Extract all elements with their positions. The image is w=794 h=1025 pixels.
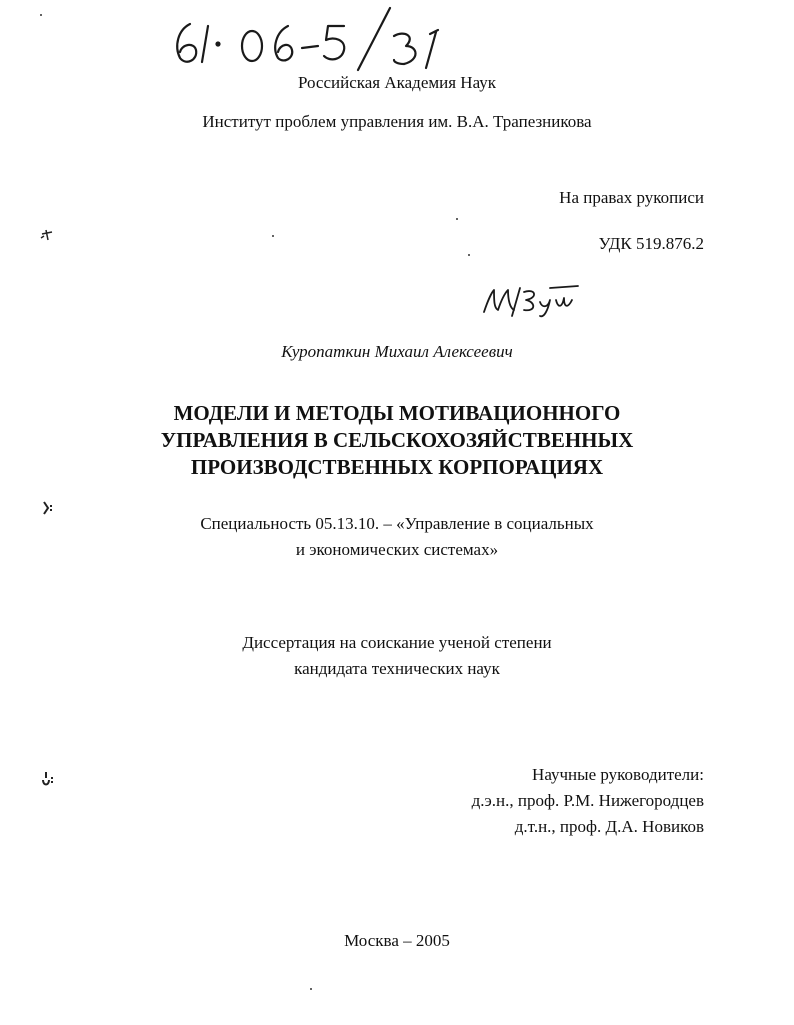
scan-speck	[468, 254, 470, 256]
institute-name: Институт проблем управления им. В.А. Трапезникова	[202, 112, 592, 131]
handwritten-archive-number	[168, 2, 468, 72]
advisor-entry: д.э.н., проф. Р.М. Нижегородцев	[471, 791, 704, 810]
degree-line: кандидата технических наук	[294, 659, 500, 678]
author-signature	[478, 280, 588, 320]
scan-speck	[40, 14, 42, 16]
degree-block	[0, 632, 794, 680]
advisor-entry: д.т.н., проф. Д.А. Новиков	[514, 817, 704, 836]
academy-name: Российская Академия Наук	[297, 73, 497, 92]
place-and-year: Москва – 2005	[344, 931, 450, 950]
advisors-block	[472, 764, 704, 838]
specialty-line: и экономических системах»	[295, 540, 499, 559]
title-line: МОДЕЛИ И МЕТОДЫ МОТИВАЦИОННОГО	[173, 401, 621, 425]
dissertation-title	[0, 400, 794, 481]
title-line: ПРОИЗВОДСТВЕННЫХ КОРПОРАЦИЯХ	[190, 455, 604, 479]
advisors-heading: Научные руководители:	[532, 765, 704, 784]
scan-mark	[38, 770, 58, 790]
title-line: УПРАВЛЕНИЯ В СЕЛЬСКОХОЗЯЙСТВЕННЫХ	[160, 428, 634, 452]
scan-speck	[272, 235, 274, 237]
specialty-line: Специальность 05.13.10. – «Управление в социальных	[200, 514, 594, 533]
manuscript-rights-note: На правах рукописи	[559, 188, 704, 207]
author-name: Куропаткин Михаил Алексеевич	[281, 342, 513, 361]
degree-line: Диссертация на соискание ученой степени	[242, 633, 552, 652]
scan-mark	[38, 498, 58, 518]
scan-speck	[310, 988, 312, 990]
udk-code: УДК 519.876.2	[598, 234, 704, 253]
specialty-block	[0, 513, 794, 561]
scan-speck	[456, 218, 458, 220]
scan-mark	[38, 226, 58, 246]
